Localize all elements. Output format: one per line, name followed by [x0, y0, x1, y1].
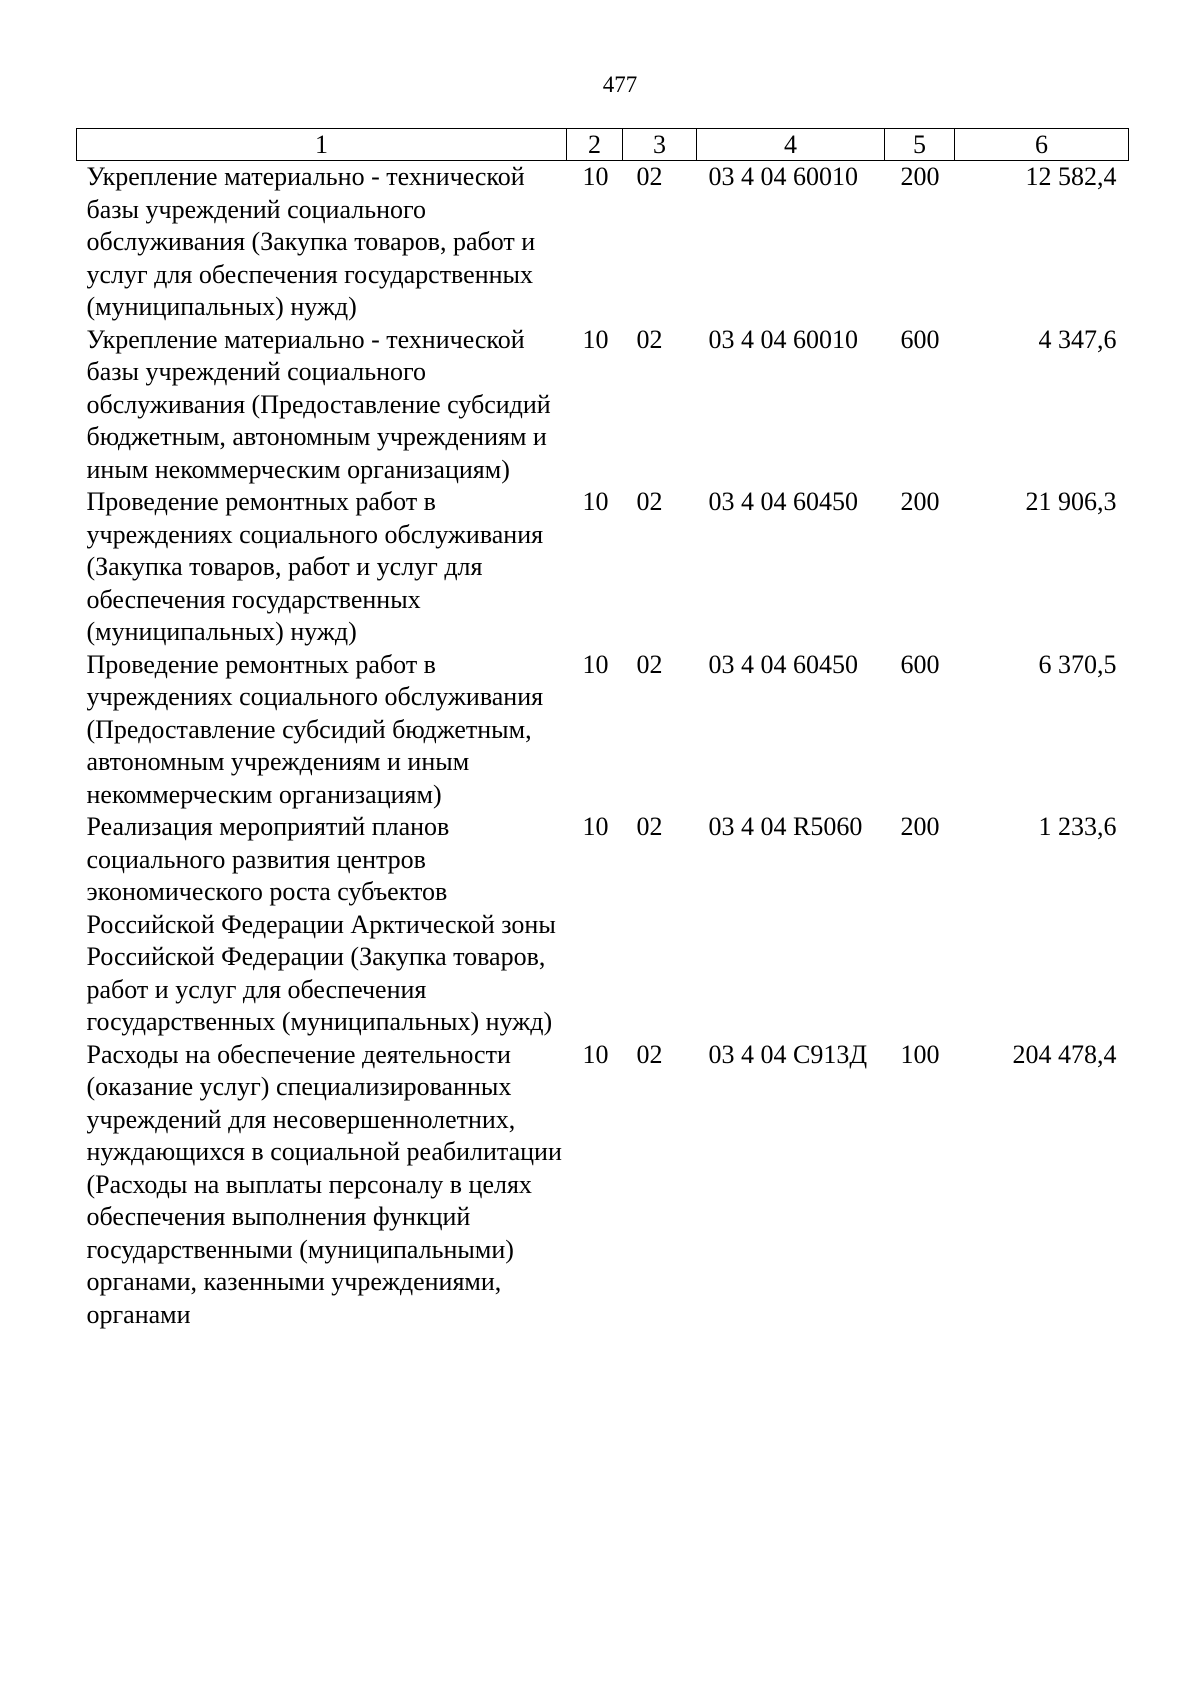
header-col-2: 2: [567, 129, 623, 161]
row-col-4: 03 4 04 60010: [708, 162, 858, 191]
row-col-4: 03 4 04 60450: [708, 649, 858, 679]
row-col-2: 10: [582, 649, 609, 679]
row-col-6: 204 478,4: [1012, 1039, 1117, 1069]
table-row: [77, 649, 1129, 812]
row-description: Расходы на обеспечение деятельности (оказание услуг) специализированных учреждений для несовершеннолетних, нуждающихся в социальной реабилитации (Расходы на выплаты персоналу в целях обеспечения выполнения функций государственными (муниципальными) органами, казенными учреждениями, органами: [86, 1039, 562, 1329]
row-col-4: 03 4 04 С913Д: [708, 1039, 868, 1069]
row-col-5: 200: [900, 162, 940, 191]
row-col-6: 6 370,5: [1038, 649, 1117, 679]
table-row: [77, 811, 1129, 1039]
header-col-6: 6: [955, 129, 1129, 161]
row-col-5: 200: [900, 812, 940, 841]
table-header-row: [77, 129, 1129, 161]
row-col-4: 03 4 04 60010: [708, 324, 858, 354]
row-col-2: 10: [582, 162, 609, 191]
row-col-2: 10: [582, 812, 609, 841]
row-col-6: 21 906,3: [1025, 487, 1117, 516]
header-col-4: 4: [697, 129, 885, 161]
row-col-3: 02: [636, 1039, 663, 1069]
row-col-6: 1 233,6: [1038, 812, 1117, 841]
row-col-4: 03 4 04 R5060: [708, 812, 863, 841]
row-description: Укрепление материально - технической базы учреждений социального обслуживания (Закупка товаров, работ и услуг для обеспечения государственных (муниципальных) нужд): [86, 162, 536, 321]
row-description: Проведение ремонтных работ в учреждениях социального обслуживания (Закупка товаров, работ и услуг для обеспечения государственных (муниципальных) нужд): [86, 487, 544, 646]
page-number: 477: [602, 72, 638, 97]
row-description: Реализация мероприятий планов социального развития центров экономического роста субъектов Российской Федерации Арктической зоны Российской Федерации (Закупка товаров, работ и услуг для обеспечения государственных (муниципальных) нужд): [86, 812, 556, 1036]
row-col-3: 02: [636, 487, 663, 516]
row-col-2: 10: [582, 1039, 609, 1069]
row-description: Проведение ремонтных работ в учреждениях социального обслуживания (Предоставление субсидий бюджетным, автономным учреждениям и иным некоммерческим организациям): [86, 649, 544, 809]
table-row: [77, 1039, 1129, 1332]
table-row: [77, 324, 1129, 487]
header-col-3: 3: [623, 129, 697, 161]
row-col-5: 600: [900, 324, 940, 354]
row-description: Укрепление материально - технической базы учреждений социального обслуживания (Предоставление субсидий бюджетным, автономным учреждениям и иным некоммерческим организациям): [86, 324, 551, 484]
budget-table: [76, 128, 1129, 1331]
header-col-5: 5: [885, 129, 955, 161]
row-col-2: 10: [582, 324, 609, 354]
row-col-5: 600: [900, 649, 940, 679]
table-row: [77, 486, 1129, 649]
row-col-3: 02: [636, 812, 663, 841]
row-col-3: 02: [636, 162, 663, 191]
row-col-5: 100: [900, 1039, 940, 1069]
row-col-6: 4 347,6: [1038, 324, 1117, 354]
row-col-4: 03 4 04 60450: [708, 487, 858, 516]
table-row: [77, 161, 1129, 324]
row-col-3: 02: [636, 649, 663, 679]
row-col-2: 10: [582, 487, 609, 516]
row-col-6: 12 582,4: [1025, 162, 1117, 191]
header-col-1: 1: [77, 129, 567, 161]
row-col-5: 200: [900, 487, 940, 516]
row-col-3: 02: [636, 324, 663, 354]
